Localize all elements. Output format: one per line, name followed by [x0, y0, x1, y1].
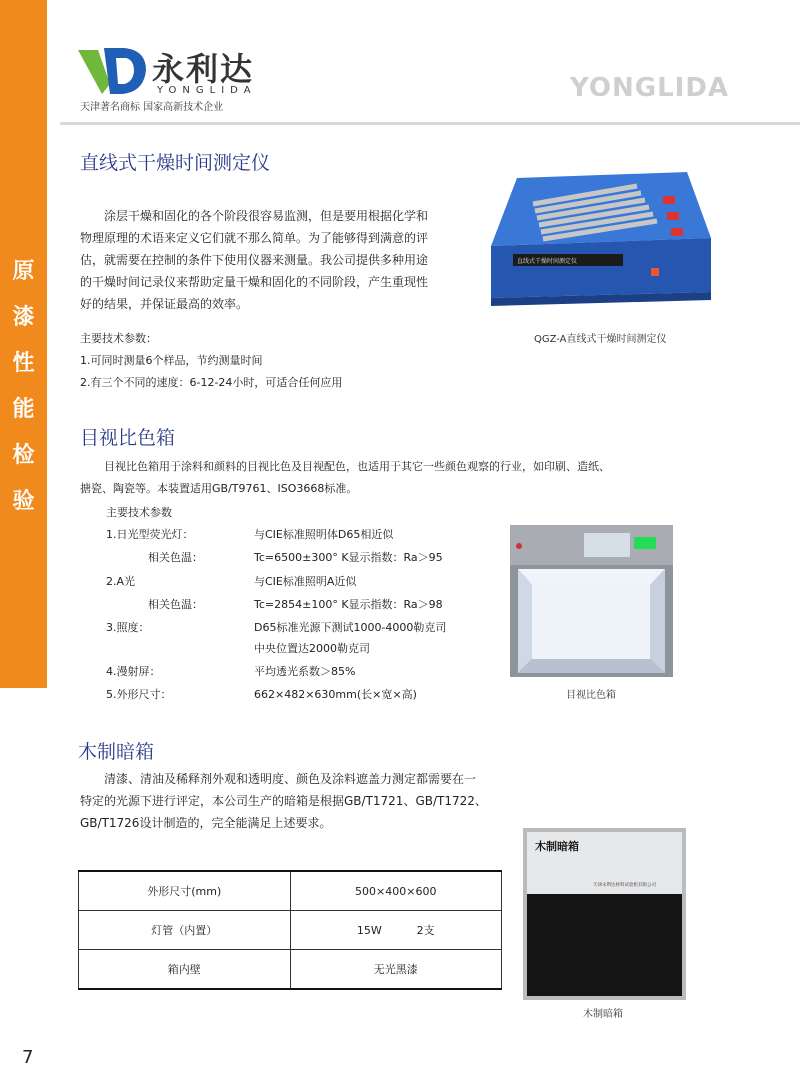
sidebar-title: [0, 248, 47, 524]
page-number: 7: [22, 1047, 34, 1068]
spec-value: 与CIE标准照明A近似: [254, 575, 357, 588]
section2-title: 目视比色箱: [80, 427, 176, 449]
intro-line: 目视比色箱用于涂料和颜料的目视比色及目视配色，也适用于其它一些颜色观察的行业，如印刷、造纸、: [104, 460, 610, 473]
section1-caption: QGZ-A直线式干燥时间测定仪: [534, 334, 667, 345]
spec-value: Tc=2854±100° K显示指数：Ra＞98: [254, 598, 443, 611]
spec-value: 与CIE标准照明体D65相近似: [254, 528, 394, 541]
spec-label: 4.漫射屏：: [106, 665, 161, 678]
spec-value: 662×482×630mm(长×宽×高): [254, 688, 417, 701]
company-logo: [76, 44, 148, 96]
table-cell-label: 灯管（内置）: [79, 911, 291, 950]
table-cell-label: 箱内壁: [79, 950, 291, 990]
logo-chinese-name: 永利达: [152, 50, 255, 88]
spec-label: 3.照度：: [106, 621, 150, 634]
spec-label: 1.日光型荧光灯：: [106, 528, 194, 541]
wooden-darkroom-box-image: [523, 828, 686, 1000]
sidebar-char: 能: [12, 396, 35, 422]
sidebar-char: 原: [12, 258, 35, 284]
header-divider: [60, 122, 800, 125]
table-row: [79, 871, 502, 911]
table-cell-value: 15W 2支: [290, 911, 502, 950]
sidebar-char: 检: [12, 442, 35, 468]
spec-value: 平均透光系数＞85%: [254, 665, 356, 678]
color-viewing-booth-image: [510, 525, 673, 677]
params-title: 主要技术参数：: [80, 332, 157, 345]
spec-label: 5.外形尺寸：: [106, 688, 172, 701]
logo-tagline: 天津著名商标 国家高新技术企业: [80, 102, 224, 113]
spec-label: 相关色温：: [148, 551, 203, 564]
spec-value: 中央位置达2000勒克司: [254, 642, 370, 655]
sidebar-char: 验: [12, 488, 35, 514]
spec-label: 2.A光: [106, 575, 136, 588]
section1-paragraph: [80, 205, 480, 315]
logo-english-name: YONGLIDA: [157, 85, 257, 96]
table-cell-label: 外形尺寸(mm): [79, 871, 291, 911]
section2-caption: 目视比色箱: [566, 690, 616, 701]
sidebar-char: 性: [12, 350, 35, 376]
table-cell-value: 无光黑漆: [290, 950, 502, 990]
table-row: [79, 911, 502, 950]
sidebar-char: 漆: [12, 304, 35, 330]
drying-time-recorder-image: [487, 168, 715, 308]
section3-title: 木制暗箱: [78, 741, 155, 763]
intro-line: 搪瓷、陶瓷等。本装置适用GB/T9761、ISO3668标准。: [80, 482, 358, 495]
paragraph-line: 特定的光源下进行评定，本公司生产的暗箱是根据GB/T1721、GB/T1722、: [80, 794, 487, 808]
brand-wordmark: YONGLIDA: [570, 73, 730, 103]
paragraph-line: GB/T1726设计制造的，完全能满足上述要求。: [80, 816, 332, 830]
section2-params-title: 主要技术参数: [106, 506, 172, 519]
darkbox-label: 木制暗箱: [535, 840, 579, 853]
darkbox-sublabel: 天津永利达材料试验机有限公司: [593, 883, 656, 888]
table-row: [79, 950, 502, 990]
spec-value: D65标准光源下测试1000-4000勒克司: [254, 621, 447, 634]
section3-caption: 木制暗箱: [583, 1009, 623, 1020]
darkroom-spec-table: [78, 870, 502, 990]
section1-title: 直线式干燥时间测定仪: [80, 152, 271, 174]
section3-paragraph: [80, 768, 580, 834]
sidebar-band: [0, 0, 47, 688]
spec-value: Tc=6500±300° K显示指数：Ra＞95: [254, 551, 443, 564]
section2-intro: [80, 456, 760, 500]
section1-params: [80, 328, 342, 394]
paragraph-line: 涂层干燥和固化的各个阶段很容易监测，但是要用根据化学和: [104, 209, 429, 223]
paragraph-line: 的干燥时间记录仪来帮助定量干燥和固化的不同阶段，产生重现性: [80, 275, 429, 289]
paragraph-line: 好的结果，并保证最高的效率。: [80, 297, 249, 311]
param-item: 2.有三个不同的速度：6-12-24小时，可适合任何应用: [80, 376, 343, 389]
table-cell-value: 500×400×600: [290, 871, 502, 911]
paragraph-line: 物理原理的术语来定义它们就不那么简单。为了能够得到满意的评: [80, 231, 429, 245]
paragraph-line: 清漆、清油及稀释剂外观和透明度、颜色及涂料遮盖力测定都需要在一: [104, 772, 477, 786]
spec-label: 相关色温：: [148, 598, 203, 611]
param-item: 1.可同时测量6个样品，节约测量时间: [80, 354, 263, 367]
paragraph-line: 估，就需要在控制的条件下使用仪器来测量。我公司提供多种用途: [80, 253, 429, 267]
device1-label: 直线式干燥时间测定仪: [517, 258, 578, 265]
